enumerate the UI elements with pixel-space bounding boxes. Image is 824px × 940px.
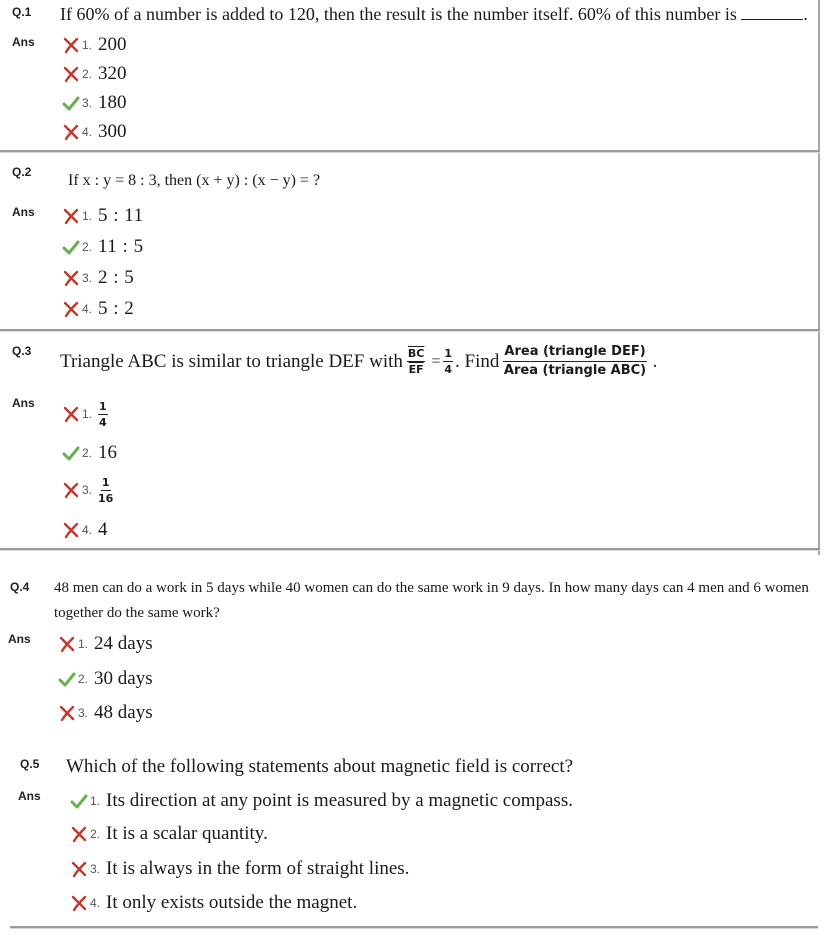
option-number: 1.	[90, 794, 101, 808]
fraction-denominator: EF	[408, 363, 424, 376]
option-fraction	[98, 400, 108, 429]
cross-icon	[62, 481, 80, 499]
option-number: 4.	[90, 896, 101, 910]
check-icon	[58, 670, 76, 688]
option-value: Its direction at any point is measured by a magnetic compass.	[106, 790, 573, 811]
option-number: 1.	[82, 209, 93, 223]
option-number: 3.	[90, 862, 101, 876]
question-label: Q.1	[12, 5, 32, 19]
question-text-end: .	[803, 4, 808, 24]
option-number: 4.	[82, 302, 93, 316]
option	[58, 701, 153, 725]
check-icon	[62, 444, 80, 462]
fraction-numerator: 1	[101, 475, 110, 489]
option-number: 2.	[90, 827, 101, 841]
option	[62, 91, 127, 115]
option-number: 3.	[82, 96, 93, 110]
option-number: 1.	[82, 407, 93, 421]
cross-icon	[70, 894, 88, 912]
question-text: 48 men can do a work in 5 days while 40 women can do the same work in 9 days. In how many days can 4 men and 6 women together do the same work?	[54, 580, 809, 621]
option-value: 11 : 5	[98, 236, 144, 257]
question-text-a: Triangle ABC is similar to triangle DEF with	[60, 350, 403, 372]
option	[70, 789, 573, 813]
fraction-denominator: 4	[444, 363, 453, 376]
option	[70, 891, 357, 915]
question-separator	[0, 150, 820, 153]
option	[62, 297, 134, 321]
option-number: 4.	[82, 523, 93, 537]
check-icon	[62, 94, 80, 112]
option	[62, 266, 134, 290]
option	[62, 62, 127, 86]
cross-icon	[62, 300, 80, 318]
option-value: 5 : 11	[98, 205, 144, 226]
option	[62, 204, 144, 228]
option	[70, 822, 268, 846]
answer-label: Ans	[12, 396, 35, 410]
fraction-numerator: Area (triangle DEF)	[503, 344, 646, 362]
question-label: Q.3	[12, 344, 32, 358]
question-text: If x : y = 8 : 3, then (x + y) : (x − y) = ?	[68, 172, 321, 189]
answer-blank	[741, 4, 803, 20]
option-number: 3.	[82, 271, 93, 285]
cross-icon	[62, 207, 80, 225]
option-number: 2.	[82, 446, 93, 460]
fraction-one-fourth	[443, 347, 453, 376]
question-text	[60, 344, 657, 379]
option-value: 4	[98, 519, 108, 540]
option-value: It is a scalar quantity.	[106, 823, 268, 844]
right-border-top	[818, 0, 820, 555]
fraction-numerator: 1	[99, 399, 107, 413]
option-value: 200	[98, 34, 127, 55]
option-number: 2.	[78, 672, 89, 686]
option-value: 30 days	[94, 668, 153, 689]
option	[62, 472, 113, 508]
question-text: Which of the following statements about magnetic field is correct?	[66, 756, 574, 777]
option-number: 3.	[82, 483, 93, 497]
question-text-end: .	[652, 350, 658, 372]
option	[58, 632, 153, 656]
cross-icon	[62, 36, 80, 54]
option-value: 300	[98, 121, 127, 142]
option	[62, 235, 144, 259]
option	[58, 667, 153, 691]
option-value: 48 days	[94, 702, 153, 723]
fraction-area-ratio	[503, 344, 646, 379]
fraction-denominator: 16	[98, 491, 114, 505]
option-number: 3.	[78, 706, 89, 720]
answer-label: Ans	[12, 205, 35, 219]
option-number: 2.	[82, 240, 93, 254]
cross-icon	[62, 521, 80, 539]
cross-icon	[70, 825, 88, 843]
cross-icon	[62, 405, 80, 423]
cross-icon	[62, 123, 80, 141]
answer-label: Ans	[12, 35, 35, 49]
option	[62, 441, 117, 465]
fraction-numerator: $\overline{BC}$	[407, 347, 425, 360]
question-text-body: If 60% of a number is added to 120, then the result is the number itself. 60% of this number is	[60, 4, 737, 24]
fraction-bc-ef	[407, 347, 425, 376]
question-text-b: . Find	[455, 350, 500, 372]
option-value: 24 days	[94, 633, 153, 654]
cross-icon	[58, 635, 76, 653]
cross-icon	[70, 860, 88, 878]
question-label: Q.2	[12, 165, 32, 179]
question-label: Q.5	[20, 757, 40, 771]
answer-label: Ans	[8, 632, 31, 646]
option-value: 180	[98, 92, 127, 113]
answer-label: Ans	[18, 789, 41, 803]
fraction-denominator: Area (triangle ABC)	[503, 363, 647, 378]
option	[62, 518, 108, 542]
option-value: 2 : 5	[98, 267, 135, 288]
question-separator	[10, 926, 818, 929]
option-value: It is always in the form of straight lines.	[106, 858, 410, 879]
question-text	[60, 3, 808, 25]
option-number: 2.	[82, 67, 93, 81]
option-number: 1.	[78, 637, 89, 651]
check-icon	[70, 792, 88, 810]
option-number: 4.	[82, 125, 93, 139]
fraction-denominator: 4	[99, 415, 107, 429]
option	[62, 120, 127, 144]
option-value: 320	[98, 63, 127, 84]
check-icon	[62, 238, 80, 256]
cross-icon	[62, 65, 80, 83]
cross-icon	[62, 269, 80, 287]
equals-sign: =	[431, 352, 441, 370]
option-number: 1.	[82, 38, 93, 52]
question-separator	[0, 329, 820, 332]
option	[62, 33, 127, 57]
option-value: It only exists outside the magnet.	[106, 892, 358, 913]
option-fraction	[98, 476, 113, 505]
fraction-numerator: 1	[444, 347, 453, 360]
cross-icon	[58, 704, 76, 722]
option-value: 5 : 2	[98, 298, 135, 319]
option-value: 16	[98, 442, 118, 463]
option	[70, 857, 409, 881]
question-label: Q.4	[10, 580, 30, 594]
question-separator	[0, 548, 820, 551]
option	[62, 396, 108, 432]
